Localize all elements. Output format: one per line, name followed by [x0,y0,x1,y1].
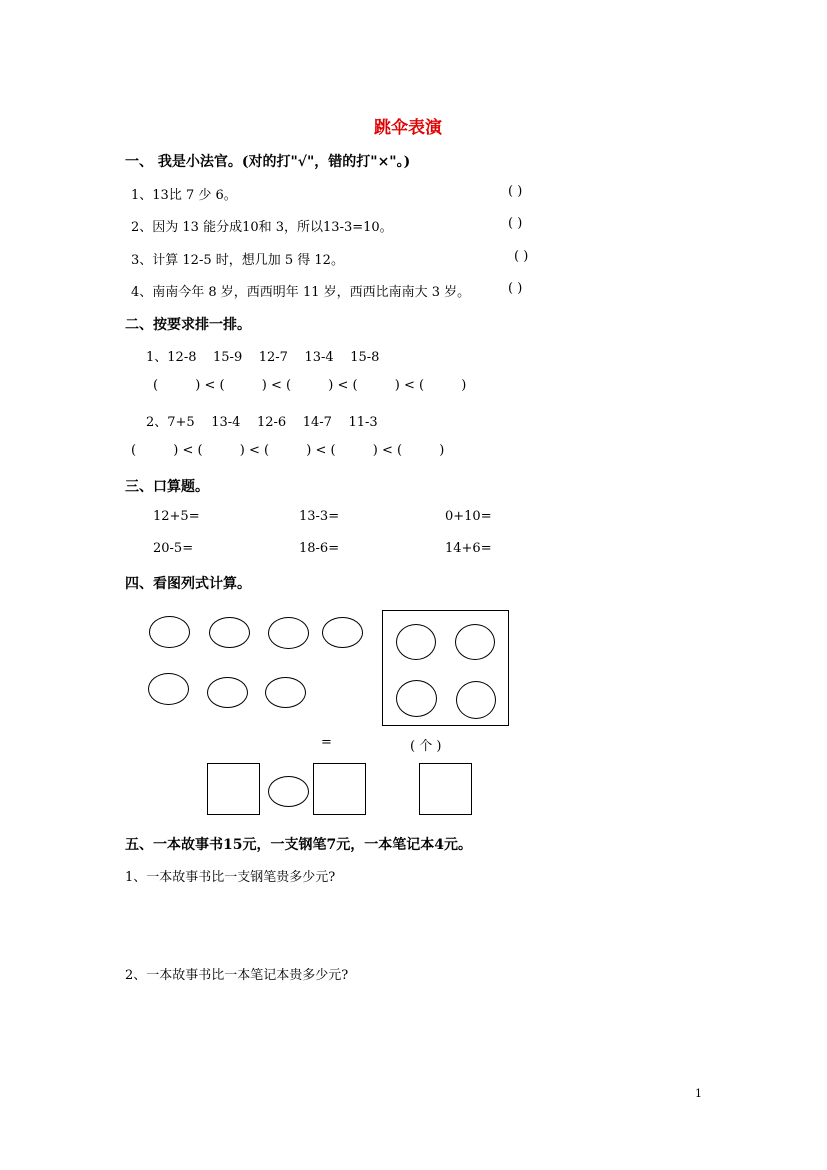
section1-item-1-answer: ( ) [508,184,523,199]
section3-heading: 三、口算题。 [125,479,209,495]
section1-item-3: 3、计算 12-5 时，想几加 5 得 12。 [131,253,344,268]
section1-heading: 一、 我是小法官。(对的打"√"，错的打"×"。) [125,154,411,170]
oval-shape [322,617,363,648]
oval-shape [207,677,248,708]
page-title: 跳伞表演 [374,118,442,138]
oval-shape [265,677,306,708]
answer-box[interactable] [419,763,472,815]
oval-group-box [382,610,509,726]
oval-shape [396,680,437,717]
section4-heading: 四、看图列式计算。 [125,576,251,592]
section1-item-2-answer: ( ) [508,216,523,231]
answer-box[interactable] [313,763,366,815]
oval-shape [396,624,436,660]
oval-shape [209,617,250,648]
mental-math-problem: 18-6= [299,541,340,556]
section1-item-4: 4、南南今年 8 岁，西西明年 11 岁，西西比南南大 3 岁。 [131,285,471,300]
mental-math-problem: 0+10= [445,509,492,524]
section1-item-2: 2、因为 13 能分成10和 3，所以13-3=10。 [131,220,393,235]
section2-question-1: 1、12-8 15-9 12-7 13-4 15-8 [146,350,380,365]
equals-sign: = [321,735,332,750]
section2-heading: 二、按要求排一排。 [125,317,251,333]
mental-math-problem: 13-3= [299,509,340,524]
unit-label: ( 个 ) [410,739,442,754]
section5-question-1: 1、一本故事书比一支钢笔贵多少元? [125,870,336,885]
page-number: 1 [695,1087,702,1100]
mental-math-problem: 12+5= [153,509,200,524]
mental-math-problem: 20-5= [153,541,194,556]
section2-question-2: 2、7+5 13-4 12-6 14-7 11-3 [146,415,378,430]
oval-shape [148,673,189,705]
section5-question-2: 2、一本故事书比一本笔记本贵多少元? [125,968,349,983]
section5-heading: 五、一本故事书15元，一支钢笔7元，一本笔记本4元。 [125,837,472,853]
section1-item-3-answer: ( ) [514,249,529,264]
section1-item-1: 1、13比 7 少 6。 [131,188,237,203]
oval-shape [456,681,496,719]
operator-oval[interactable] [268,776,309,807]
oval-shape [149,616,190,648]
oval-shape [268,617,309,649]
oval-shape [455,624,495,660]
answer-box[interactable] [207,763,260,815]
mental-math-problem: 14+6= [445,541,492,556]
section2-blanks-2: ( ) < ( ) < ( ) < ( ) < ( ) [131,443,445,458]
section2-blanks-1: ( ) < ( ) < ( ) < ( ) < ( ) [153,378,467,393]
section1-item-4-answer: ( ) [508,281,523,296]
